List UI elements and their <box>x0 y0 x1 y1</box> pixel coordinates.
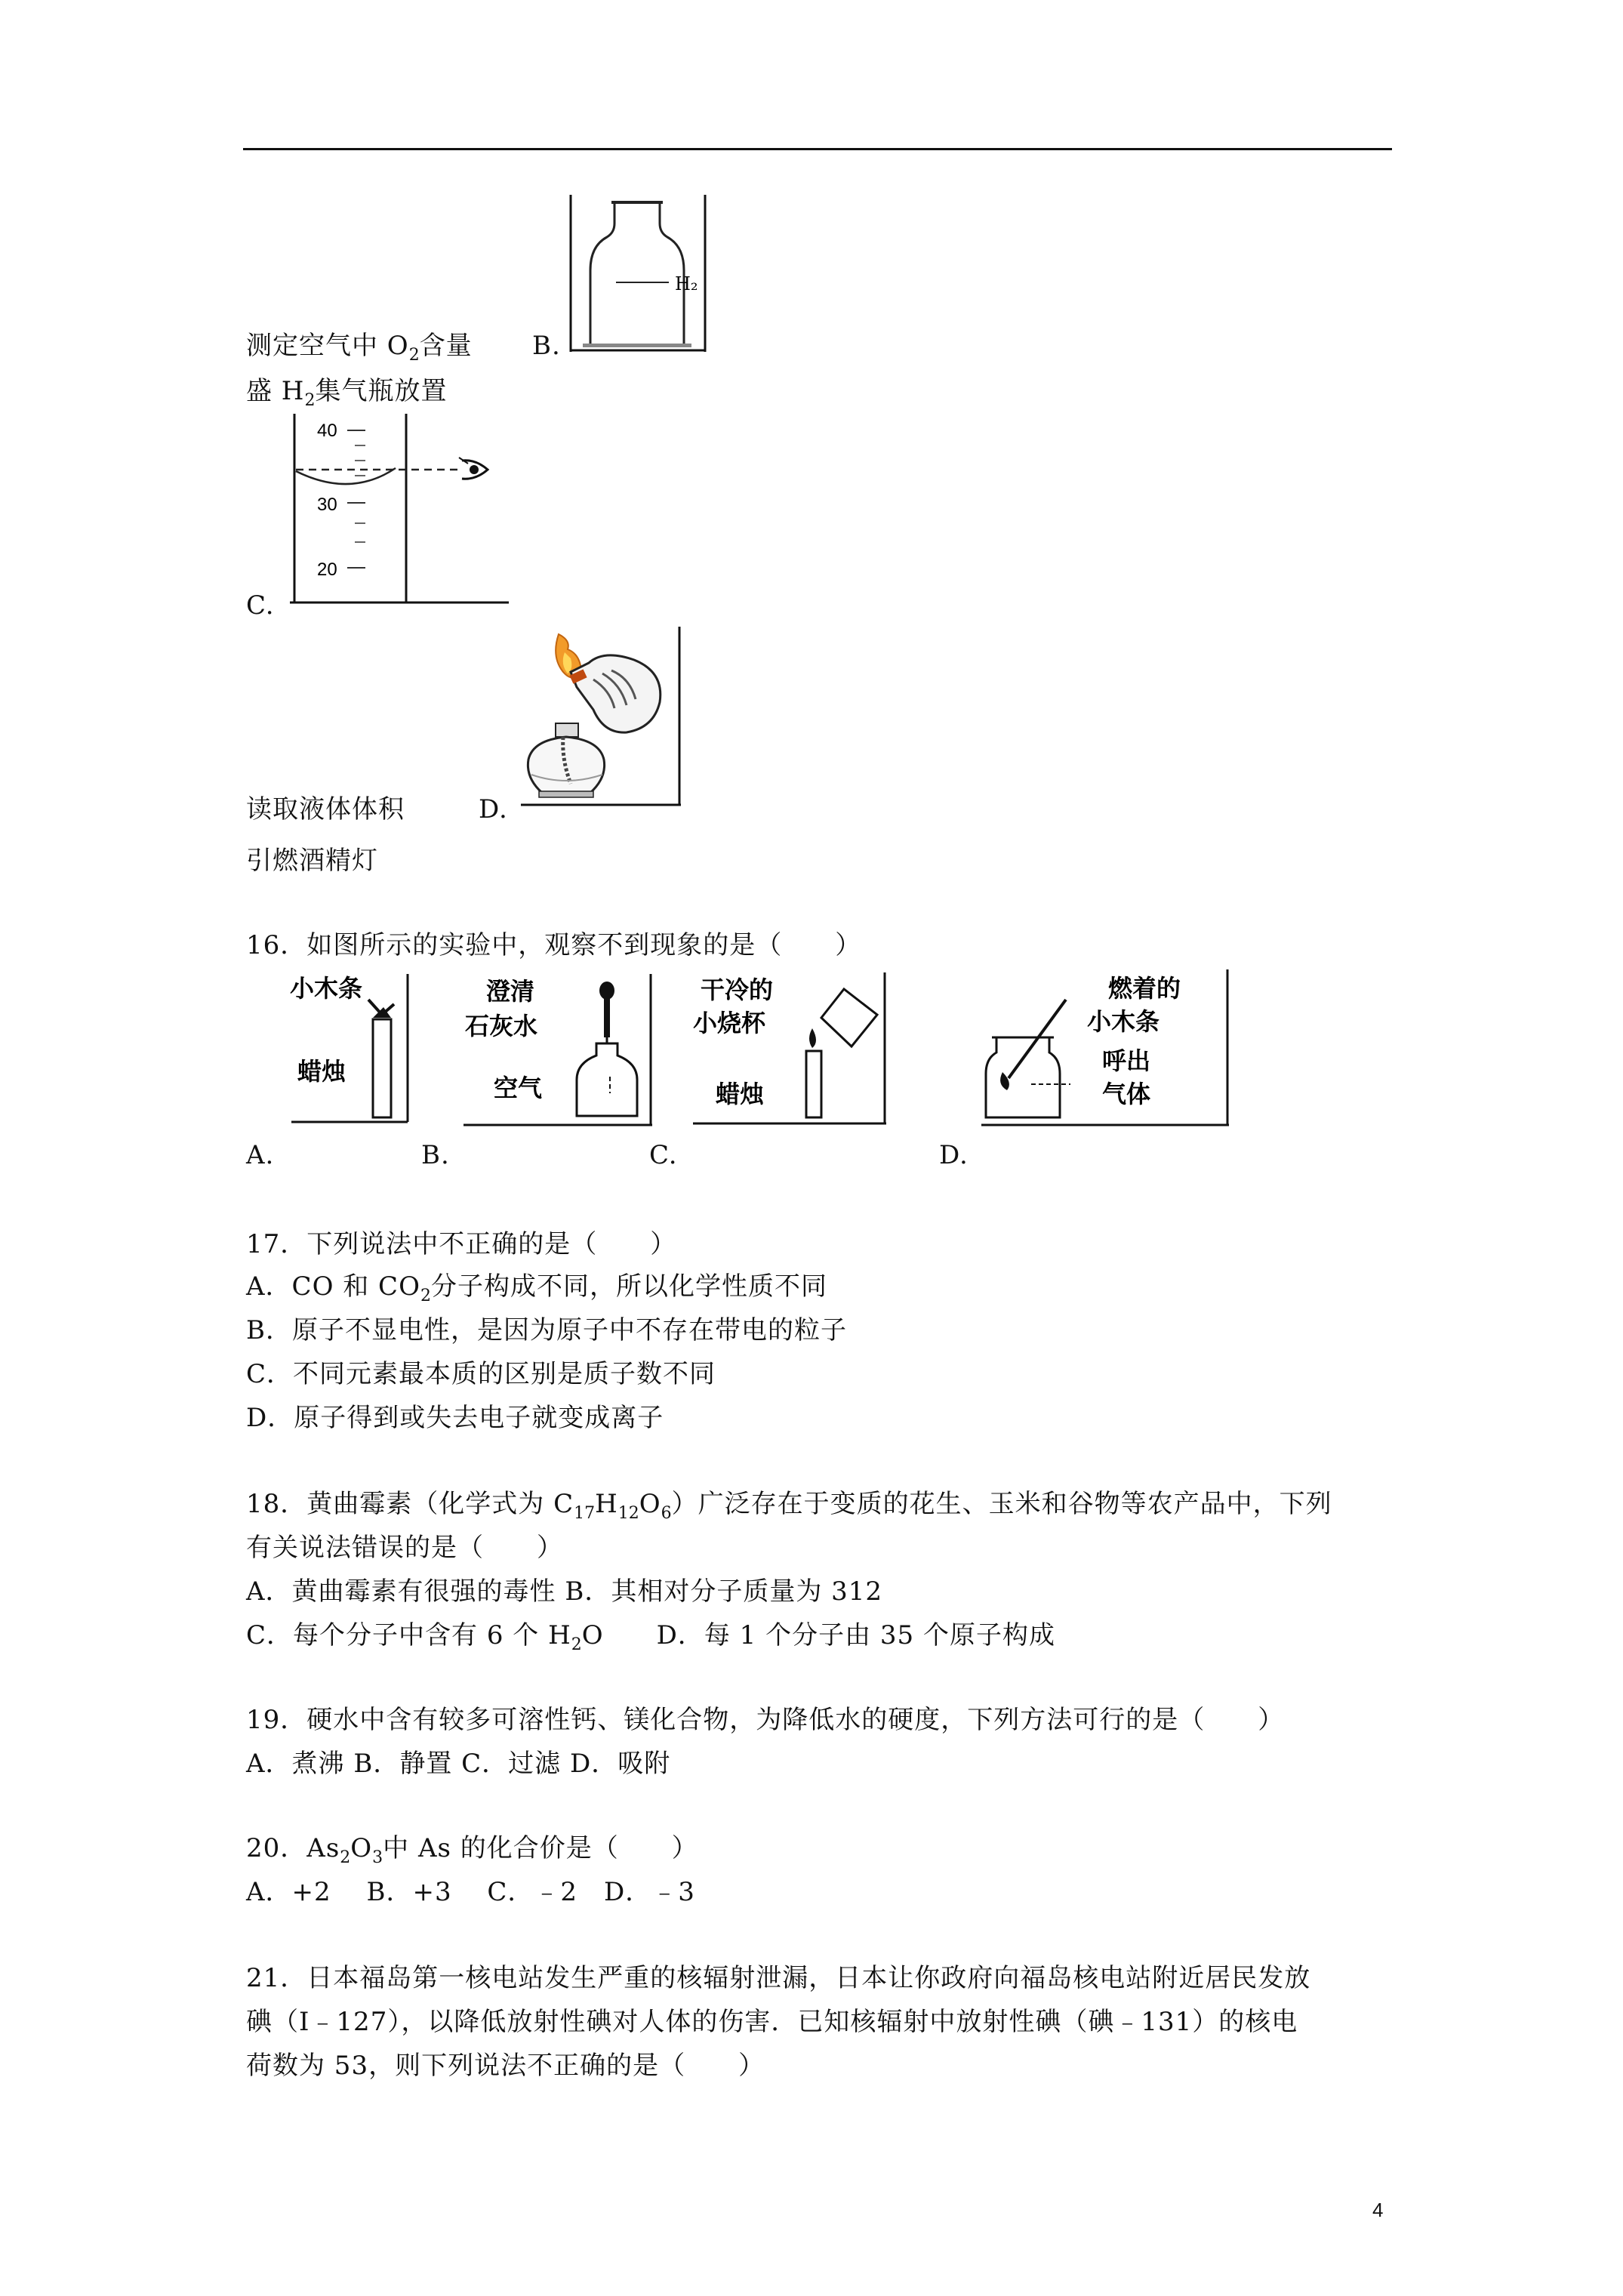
q15-c-caption: 读取液体体积 <box>246 794 405 824</box>
label-stick: 小木条 <box>290 974 363 1003</box>
label-exhaled-2: 气体 <box>1102 1080 1151 1108</box>
tick-20: 20 <box>317 559 337 580</box>
q15-option-d-letter: D. <box>479 794 508 824</box>
q15-a-caption: 测定空气中 $O_2$含量 <box>246 331 473 365</box>
q16-figure-b <box>463 974 652 1133</box>
label-limewater-2: 石灰水 <box>465 1012 538 1040</box>
alcohol-lamp-figure <box>521 627 687 808</box>
q18-options-ab: A．黄曲霉素有很强的毒性 B．其相对分子质量为 312 <box>246 1576 883 1607</box>
graduated-cylinder-figure <box>290 414 509 610</box>
q15-b-caption: 盛 $H_2$集气瓶放置 <box>246 376 448 410</box>
q21-line1: 21．日本福岛第一核电站发生严重的核辐射泄漏，日本让你政府向福岛核电站附近居民发放 <box>246 1963 1311 1993</box>
q15-d-caption: 引燃酒精灯 <box>246 846 378 876</box>
q17-option-b: B．原子不显电性，是因为原子中不存在带电的粒子 <box>246 1315 847 1345</box>
q16-option-d: D. <box>939 1140 969 1170</box>
q20-stem: 20．$As_2O_3$中 As 的化合价是（ ） <box>246 1833 698 1867</box>
label-beaker-2: 小烧杯 <box>693 1009 766 1037</box>
q15-option-b-letter: B. <box>532 331 561 361</box>
label-candle-c: 蜡烛 <box>716 1080 765 1108</box>
label-burning-1: 燃着的 <box>1108 974 1181 1003</box>
q18-stem-line1: 18．黄曲霉素（化学式为 $C_{17}H_{12}O_6$）广泛存在于变质的花生、玉米和谷物等农产品中，下列 <box>246 1489 1332 1523</box>
q17-option-a: A．CO 和 $CO_2$分子构成不同，所以化学性质不同 <box>246 1271 827 1305</box>
q16-option-c: C. <box>649 1140 678 1170</box>
label-limewater-1: 澄清 <box>486 977 535 1006</box>
q17-option-c: C．不同元素最本质的区别是质子数不同 <box>246 1359 716 1389</box>
q15-option-c-letter: C. <box>246 590 275 621</box>
label-candle: 蜡烛 <box>297 1057 346 1086</box>
label-beaker-1: 干冷的 <box>701 975 774 1004</box>
q16-figure-d <box>981 969 1238 1128</box>
q16-figure-a <box>290 974 411 1125</box>
header-rule <box>243 148 1392 150</box>
q17-stem: 17．下列说法中不正确的是（ ） <box>246 1229 677 1259</box>
page-number: 4 <box>1372 2199 1384 2221</box>
q21-line3: 荷数为 53，则下列说法不正确的是（ ） <box>246 2051 765 2081</box>
q20-options: A．+2 B．+3 C．﹣2 D．﹣3 <box>246 1877 695 1907</box>
q19-options: A．煮沸 B．静置 C．过滤 D．吸附 <box>246 1749 671 1779</box>
q18-stem-line2: 有关说法错误的是（ ） <box>246 1533 563 1563</box>
h2-label: H₂ <box>675 273 698 294</box>
label-burning-2: 小木条 <box>1087 1007 1160 1036</box>
eye-icon <box>459 458 488 479</box>
label-exhaled-1: 呼出 <box>1102 1046 1151 1075</box>
tick-30: 30 <box>317 495 337 515</box>
q16-option-a: A. <box>246 1140 275 1170</box>
q17-option-d: D．原子得到或失去电子就变成离子 <box>246 1403 664 1433</box>
q21-line2: 碘（I﹣127），以降低放射性碘对人体的伤害．已知核辐射中放射性碘（碘﹣131）的核电 <box>246 2007 1298 2037</box>
q16-option-b: B. <box>421 1140 450 1170</box>
q19-stem: 19．硬水中含有较多可溶性钙、镁化合物，为降低水的硬度，下列方法可行的是（ ） <box>246 1705 1285 1735</box>
q16-stem: 16．如图所示的实验中，观察不到现象的是（ ） <box>246 930 862 960</box>
tick-40: 40 <box>317 421 337 441</box>
label-air: 空气 <box>494 1074 543 1102</box>
q16-figure-c <box>693 972 889 1126</box>
gas-bottle-figure <box>571 195 722 353</box>
q18-options-cd: C．每个分子中含有 6 个 $H_2O$ D．每 1 个分子由 35 个原子构成 <box>246 1620 1055 1654</box>
